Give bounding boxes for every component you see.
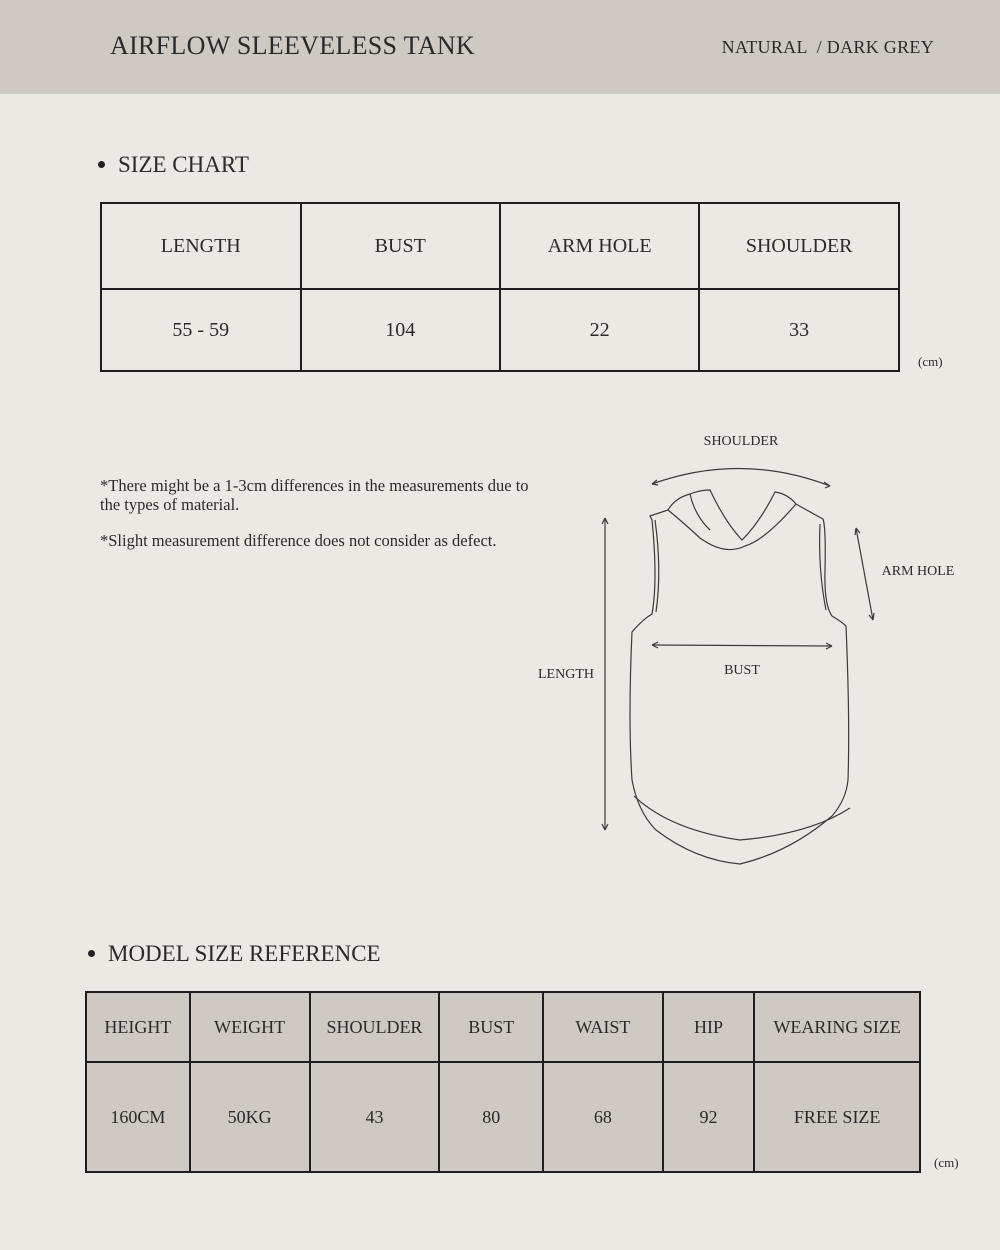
table-header-cell: SHOULDER [699,203,899,289]
length-label: LENGTH [538,667,594,682]
bullet-icon [98,161,105,168]
table-header-cell: LENGTH [101,203,301,289]
arm-hole-arrow [856,528,873,620]
size-chart-table [100,202,900,372]
shoulder-arrow [652,468,830,486]
table-header-row [86,992,920,1062]
table-row [101,289,899,371]
table-header-row [101,203,899,289]
table-cell: 104 [301,289,500,371]
table-header-cell: WEIGHT [190,992,310,1062]
bust-arrow [652,645,832,646]
note-text: *Slight measurement difference does not consider as defect. [100,531,497,550]
model-table-unit: (cm) [934,1155,959,1170]
table-header-cell: WEARING SIZE [754,992,920,1062]
table-cell: 68 [543,1062,663,1172]
bust-label: BUST [724,663,760,678]
table-cell: 92 [663,1062,755,1172]
table-row [86,1062,920,1172]
tank-diagram [520,420,970,880]
size-chart-unit: (cm) [918,354,943,369]
table-cell: 22 [500,289,699,371]
notes [100,476,530,567]
product-title: AIRFLOW SLEEVELESS TANK [110,31,475,60]
table-cell: 33 [699,289,899,371]
arm-hole-label: ARM HOLE [881,564,955,579]
table-header-cell: ARM HOLE [500,203,699,289]
size-chart-heading: SIZE CHART [98,152,249,178]
table-cell: 55 - 59 [101,289,301,371]
note-text: *There might be a 1-3cm differences in the measurements due to the types of material. [100,476,529,514]
color-options: NATURAL / DARK GREY [721,37,934,57]
table-cell: FREE SIZE [754,1062,920,1172]
shoulder-label: SHOULDER [703,434,779,449]
table-cell: 80 [439,1062,543,1172]
table-cell: 50KG [190,1062,310,1172]
bullet-icon [88,950,95,957]
header-bar [0,0,1000,94]
table-header-cell: BUST [439,992,543,1062]
table-cell: 160CM [86,1062,190,1172]
model-size-table [85,991,921,1173]
table-cell: 43 [310,1062,440,1172]
table-header-cell: BUST [301,203,500,289]
table-header-cell: SHOULDER [310,992,440,1062]
table-header-cell: WAIST [543,992,663,1062]
table-header-cell: HEIGHT [86,992,190,1062]
model-size-heading: MODEL SIZE REFERENCE [88,941,381,967]
table-header-cell: HIP [663,992,755,1062]
